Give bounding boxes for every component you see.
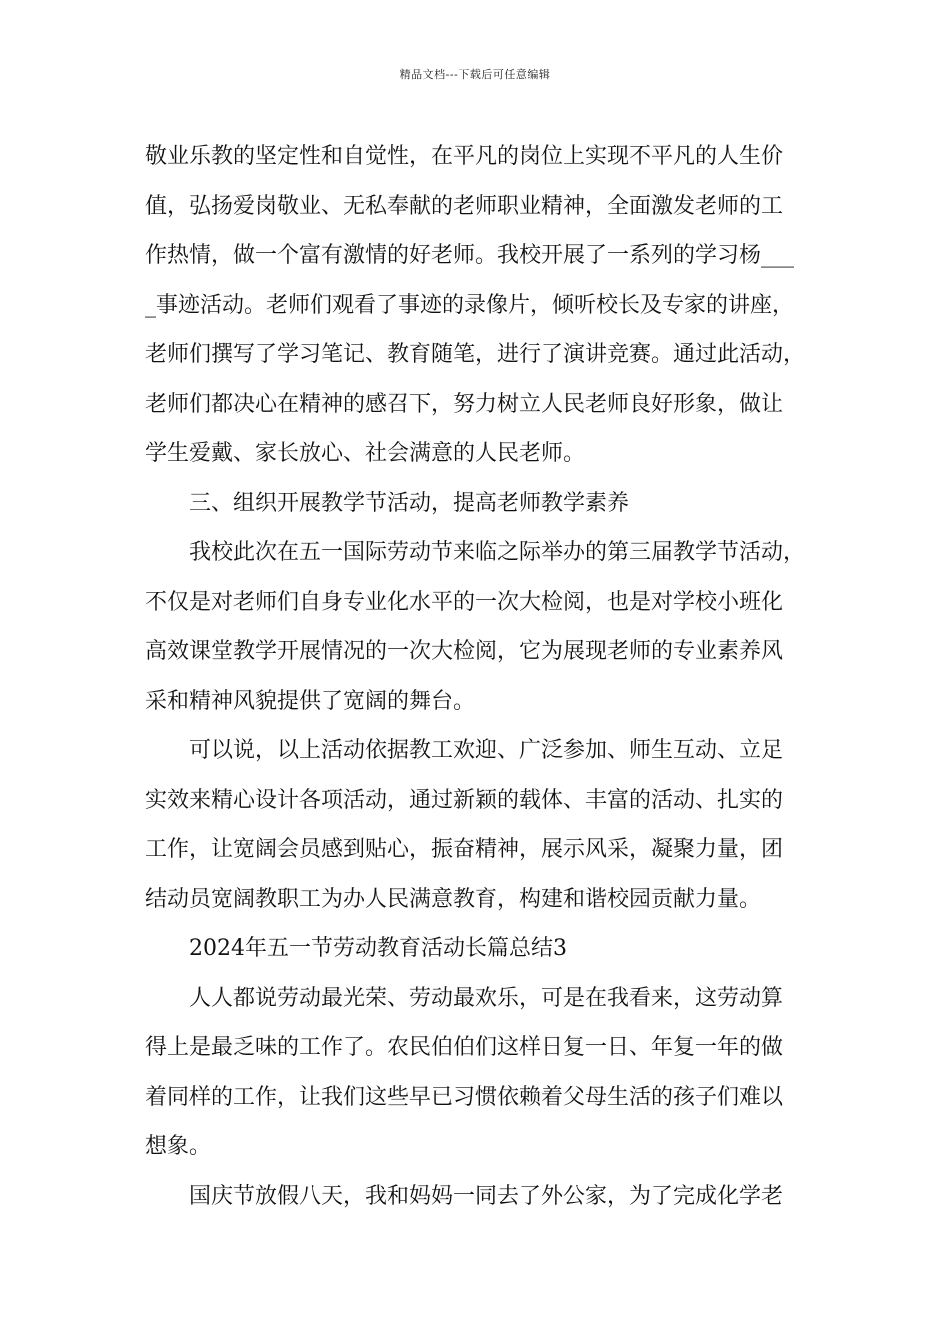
text-line: 我校此次在五一国际劳动节来临之际举办的第三届教学节活动， bbox=[189, 540, 806, 565]
text-line: 老师们撰写了学习笔记、教育随笔，进行了演讲竞赛。通过此活动， bbox=[145, 342, 806, 367]
text-line: 着同样的工作，让我们这些早已习惯依赖着父母生活的孩子们难以 bbox=[145, 1084, 784, 1110]
text-line: 想象。 bbox=[145, 1134, 212, 1159]
document-body bbox=[145, 132, 825, 1221]
text-line: 值，弘扬爱岗敬业、无私奉献的老师职业精神，全面激发老师的工 bbox=[145, 193, 784, 219]
section-heading: 三、组织开展教学节活动，提高老师教学素养 bbox=[189, 490, 630, 516]
text-line: 不仅是对老师们自身专业化水平的一次大检阅，也是对学校小班化 bbox=[145, 589, 784, 615]
text-line: 结动员宽阔教职工为办人民满意教育，构建和谐校园贡献力量。 bbox=[145, 886, 762, 912]
text-line: 高效课堂教学开展情况的一次大检阅，它为展现老师的专业素养风 bbox=[145, 639, 784, 664]
text-line: 作热情，做一个富有激情的好老师。我校开展了一系列的学习杨___ bbox=[145, 243, 795, 268]
text-line: 可以说，以上活动依据教工欢迎、广泛参加、师生互动、立足 bbox=[189, 738, 784, 763]
text-line: 人人都说劳动最光荣、劳动最欢乐，可是在我看来，这劳动算 bbox=[189, 985, 784, 1011]
text-line: 实效来精心设计各项活动，通过新颖的载体、丰富的活动、扎实的 bbox=[145, 787, 784, 813]
text-line: 得上是最乏味的工作了。农民伯伯们这样日复一日、年复一年的做 bbox=[145, 1035, 784, 1060]
document-title: 2024年五一节劳动教育活动长篇总结3 bbox=[189, 936, 567, 961]
text-line: 工作，让宽阔会员感到贴心，振奋精神，展示风采，凝聚力量，团 bbox=[145, 837, 784, 862]
text-line: 采和精神风貌提供了宽阔的舞台。 bbox=[145, 688, 476, 714]
text-line: 国庆节放假八天，我和妈妈一同去了外公家，为了完成化学老 bbox=[189, 1183, 784, 1209]
page-header: 精品文档---下载后可任意编辑 bbox=[399, 68, 551, 81]
text-line: 学生爱戴、家长放心、社会满意的人民老师。 bbox=[145, 441, 586, 466]
text-line: 敬业乐教的坚定性和自觉性，在平凡的岗位上实现不平凡的人生价 bbox=[145, 144, 784, 169]
text-line: _事迹活动。老师们观看了事迹的录像片，倾听校长及专家的讲座， bbox=[145, 292, 795, 318]
text-line: 老师们都决心在精神的感召下，努力树立人民老师良好形象，做让 bbox=[145, 391, 784, 417]
